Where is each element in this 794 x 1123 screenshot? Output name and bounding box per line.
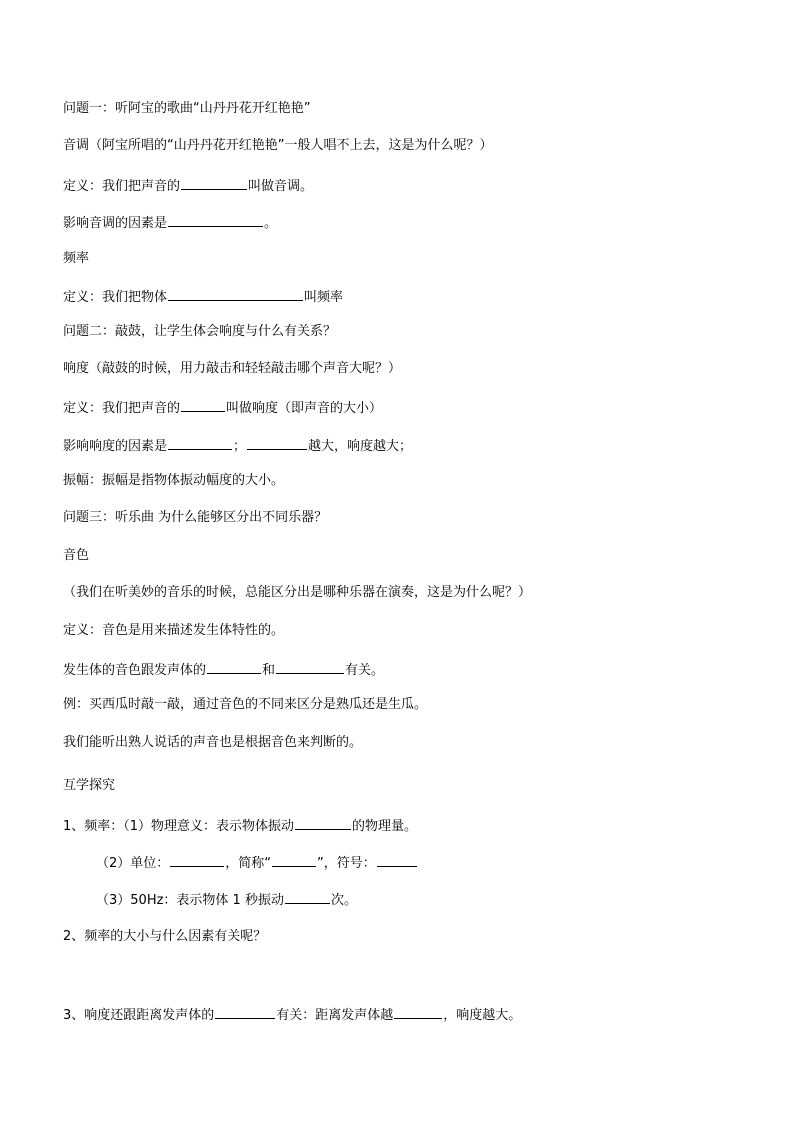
- timbre-heading: 音色: [63, 548, 90, 563]
- blank[interactable]: [168, 212, 263, 227]
- question-1-title: 问题一：听阿宝的歌曲“山丹丹花开红艳艳”: [63, 101, 311, 116]
- timbre-note: 我们能听出熟人说话的声音也是根据音色来判断的。: [63, 735, 363, 750]
- timbre-example: 例：买西瓜时敲一敲，通过音色的不同来区分是熟瓜还是生瓜。: [63, 697, 428, 712]
- timbre-definition: 定义：音色是用来描述发生体特性的。: [63, 623, 285, 638]
- timbre-factor: 发生体的音色跟发声体的 和 有关。: [63, 659, 384, 680]
- blank[interactable]: [170, 852, 224, 867]
- amplitude-definition: 振幅：振幅是指物体振动幅度的大小。: [63, 473, 285, 488]
- frequency-definition: 定义：我们把物体 叫频率: [63, 286, 343, 307]
- blank[interactable]: [247, 435, 307, 450]
- question-3-title: 问题三：听乐曲 为什么能够区分出不同乐器？: [63, 510, 328, 525]
- frequency-heading: 频率: [63, 251, 90, 266]
- loudness-factor: 影响响度的因素是 ； 越大，响度越大；: [63, 435, 412, 456]
- inquiry-item-1-3: （3）50Hz：表示物体 1 秒振动 次。: [96, 889, 357, 910]
- blank[interactable]: [295, 815, 351, 830]
- blank[interactable]: [168, 435, 232, 450]
- loudness-definition: 定义：我们把声音的 叫做响度（即声音的大小）: [63, 397, 382, 418]
- question-2-title: 问题二：敲鼓，让学生体会响度与什么有关系？: [63, 324, 337, 339]
- pitch-factor: 影响音调的因素是 。: [63, 212, 277, 233]
- blank[interactable]: [215, 1004, 275, 1019]
- inquiry-item-3: 3、响度还跟距离发声体的 有关：距离发声体越 ，响度越大。: [63, 1004, 521, 1025]
- loudness-heading: 响度（敲鼓的时候，用力敲击和轻轻敲击哪个声音大呢？）: [63, 361, 402, 376]
- pitch-heading: 音调（阿宝所唱的“山丹丹花开红艳艳”一般人唱不上去，这是为什么呢？）: [63, 138, 493, 153]
- blank[interactable]: [377, 852, 417, 867]
- blank[interactable]: [207, 659, 261, 674]
- blank[interactable]: [181, 175, 247, 190]
- inquiry-item-1-2: （2）单位： ，简称“ ”，符号：: [96, 852, 418, 873]
- timbre-question: （我们在听美妙的音乐的时候，总能区分出是哪种乐器在演奏，这是为什么呢？）: [63, 585, 532, 600]
- blank[interactable]: [276, 659, 344, 674]
- inquiry-heading: 互学探究: [63, 778, 116, 793]
- pitch-definition: 定义：我们把声音的 叫做音调。: [63, 175, 313, 196]
- blank[interactable]: [394, 1004, 442, 1019]
- inquiry-item-2: 2、频率的大小与什么因素有关呢？: [63, 929, 267, 944]
- blank[interactable]: [285, 889, 330, 904]
- blank[interactable]: [272, 852, 316, 867]
- blank[interactable]: [181, 397, 225, 412]
- inquiry-item-1: 1、频率：（1）物理意义：表示物体振动 的物理量。: [63, 815, 417, 836]
- blank[interactable]: [168, 286, 303, 301]
